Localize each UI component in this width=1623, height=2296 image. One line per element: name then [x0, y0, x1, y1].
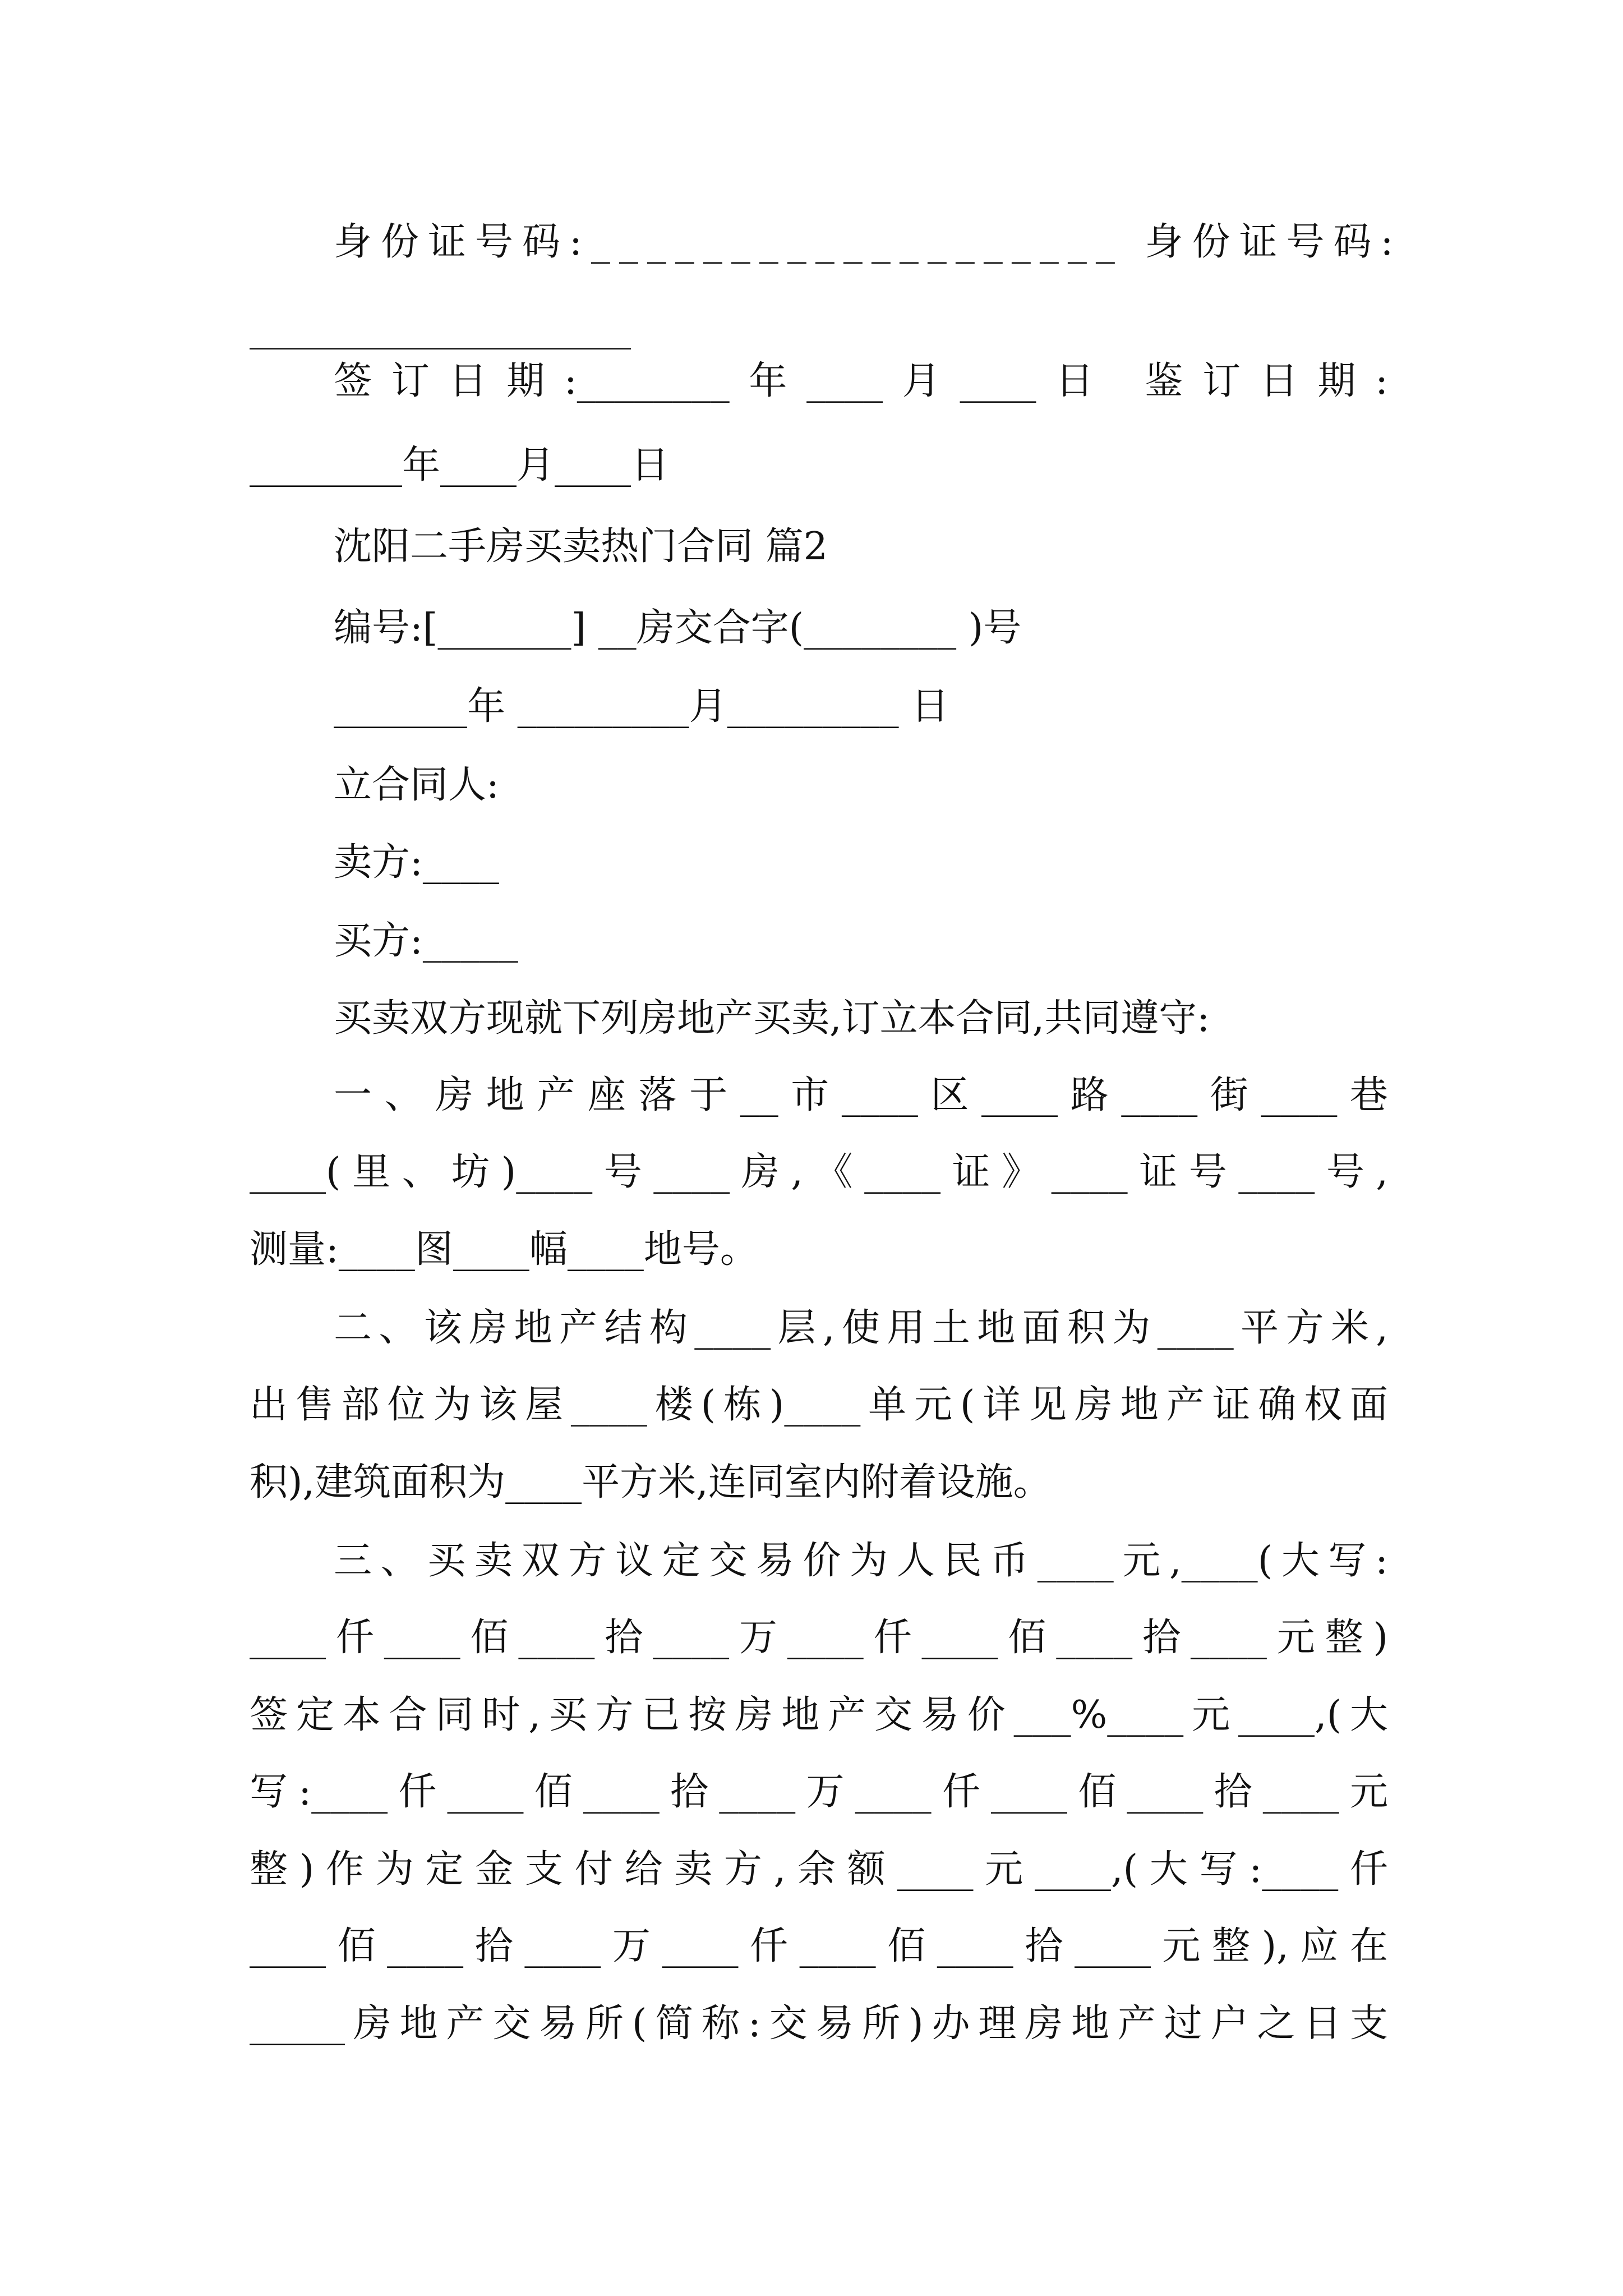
- blank-id-number-line: ____________________: [250, 306, 631, 350]
- clause-3-line-6: ____佰____拾____万____仟____佰____拾____元整),应在: [250, 1924, 1388, 1968]
- clause-3-line-2: ____仟____佰____拾____万____仟____佰____拾____元整): [250, 1616, 1388, 1660]
- signing-date-line: 签订日期:________年____月____日 鉴订日期:: [334, 359, 1388, 403]
- buyer-line: 买方:_____: [334, 919, 518, 963]
- seller-line: 卖方:____: [334, 840, 499, 885]
- clause-1-line-3: 测量:____图____幅____地号。: [250, 1227, 758, 1272]
- clause-1-line-2: ____(里、坊)____号____房,《____证》____证号____号,: [250, 1150, 1388, 1194]
- signing-date-continuation-line: ________年____月____日: [250, 443, 670, 487]
- section-title: 沈阳二手房买卖热门合同 篇2: [334, 524, 828, 569]
- clause-1-line-1: 一、房地产座落于__市____区____路____街____巷: [334, 1073, 1388, 1117]
- clause-3-line-5: 整)作为定金支付给卖方,余额____元____,(大写:____仟: [250, 1847, 1388, 1892]
- clause-3-line-7: _____房地产交易所(简称:交易所)办理房地产过户之日支: [250, 2001, 1388, 2046]
- clause-2-line-3: 积),建筑面积为____平方米,连同室内附着设施。: [250, 1460, 1052, 1504]
- agreement-intro-line: 买卖双方现就下列房地产买卖,订立本合同,共同遵守:: [334, 996, 1210, 1041]
- contract-date-line: _______年 _________月_________ 日: [334, 684, 949, 729]
- contract-number-line: 编号:[_______] __房交合字(________ )号: [334, 606, 1022, 650]
- parties-heading: 立合同人:: [334, 763, 499, 807]
- clause-2-line-1: 二、该房地产结构____层,使用土地面积为____平方米,: [334, 1306, 1388, 1350]
- clause-3-line-3: 签定本合同时,买方已按房地产交易价___%____元____,(大: [250, 1693, 1388, 1737]
- clause-3-line-1: 三、买卖双方议定交易价为人民币____元,____(大写:: [334, 1539, 1388, 1583]
- clause-2-line-2: 出售部位为该屋____楼(栋)____单元(详见房地产证确权面: [250, 1383, 1388, 1427]
- clause-3-line-4: 写:____仟____佰____拾____万____仟____佰____拾____元: [250, 1770, 1388, 1814]
- signatory-id-number-line: 身份证号码:___________________ 身份证号码:: [334, 220, 1403, 264]
